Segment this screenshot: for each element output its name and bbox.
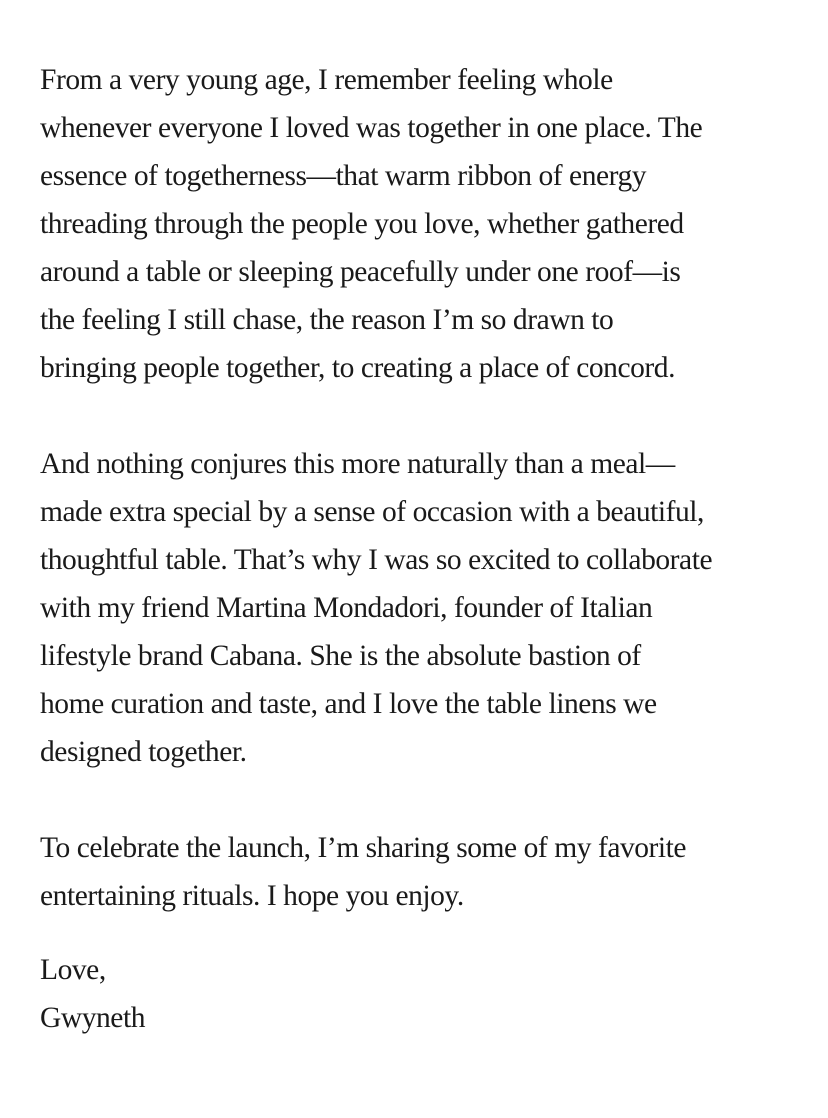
closing-salutation: Love, — [40, 954, 106, 986]
paragraph-line: And nothing conjures this more naturally than a meal— — [40, 448, 675, 480]
paragraph-spacer — [40, 776, 800, 824]
paragraph-line: essence of togetherness—that warm ribbon of energy — [40, 160, 647, 192]
paragraph-line: From a very young age, I remember feeling whole — [40, 64, 613, 96]
paragraph-line: made extra special by a sense of occasion with a beautiful, — [40, 496, 704, 528]
paragraph-line: thoughtful table. That’s why I was so excited to collaborate — [40, 544, 713, 576]
paragraph-line: whenever everyone I loved was together in one place. The — [40, 112, 703, 144]
closing-spacer — [40, 920, 800, 946]
paragraph-2 — [40, 440, 800, 776]
paragraph-line: home curation and taste, and I love the table linens we — [40, 688, 657, 720]
paragraph-3 — [40, 824, 800, 920]
closing — [40, 946, 800, 1042]
paragraph-line: with my friend Martina Mondadori, founder of Italian — [40, 592, 653, 624]
paragraph-line: threading through the people you love, whether gathered — [40, 208, 684, 240]
paragraph-line: designed together. — [40, 736, 247, 768]
letter-article — [40, 56, 800, 1042]
paragraph-line: To celebrate the launch, I’m sharing some of my favorite — [40, 832, 687, 864]
paragraph-line: lifestyle brand Cabana. She is the absolute bastion of — [40, 640, 641, 672]
paragraph-line: bringing people together, to creating a place of concord. — [40, 352, 676, 384]
paragraph-spacer — [40, 392, 800, 440]
paragraph-1 — [40, 56, 800, 392]
paragraph-line: around a table or sleeping peacefully under one roof—is — [40, 256, 681, 288]
closing-signature: Gwyneth — [40, 1002, 145, 1034]
paragraph-line: the feeling I still chase, the reason I’m so drawn to — [40, 304, 614, 336]
paragraph-line: entertaining rituals. I hope you enjoy. — [40, 880, 464, 912]
